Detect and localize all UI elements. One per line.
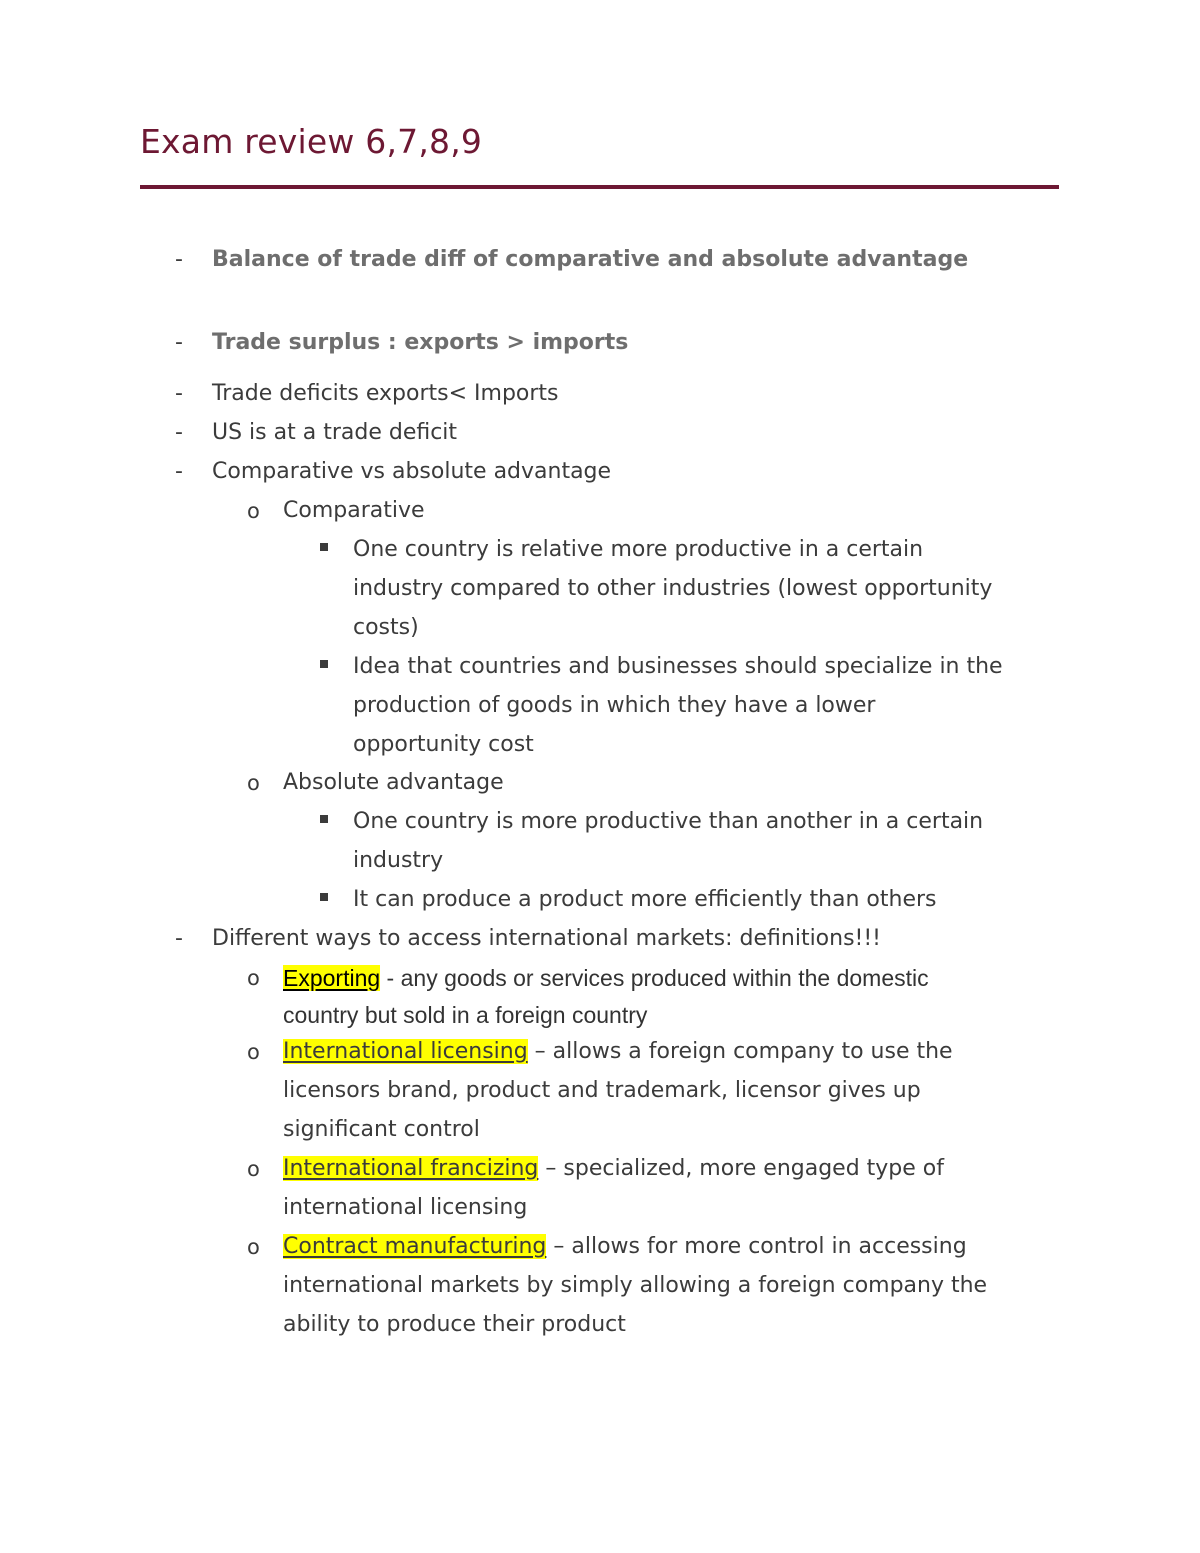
definition-line: significant control — [283, 1117, 480, 1142]
circle-bullet: o — [247, 1040, 260, 1064]
dash-bullet: - — [175, 926, 183, 951]
dash-bullet: - — [175, 247, 183, 272]
circle-bullet: o — [247, 499, 260, 523]
sub-item-comparative: Comparative — [283, 498, 425, 523]
square-bullet-icon — [320, 660, 328, 668]
list-item-balance-of-trade: Balance of trade diff of comparative and absolute advantage — [212, 247, 969, 272]
circle-bullet: o — [247, 771, 260, 795]
definition-text: – specialized, more engaged type of — [538, 1156, 945, 1181]
definition-international-francizing — [283, 1154, 944, 1184]
detail-line: It can produce a product more efficiently than others — [353, 887, 937, 912]
term-international-licensing: International licensing — [283, 1039, 528, 1064]
detail-line: production of goods in which they have a lower — [353, 693, 876, 718]
circle-bullet: o — [247, 966, 260, 990]
page-title: Exam review 6,7,8,9 — [140, 122, 483, 161]
definition-text: – allows for more control in accessing — [546, 1234, 967, 1259]
term-international-francizing: International francizing — [283, 1156, 539, 1181]
definition-exporting — [283, 963, 929, 993]
detail-line: industry compared to other industries (lowest opportunity — [353, 576, 993, 601]
detail-line: opportunity cost — [353, 732, 534, 757]
sub-item-absolute-advantage: Absolute advantage — [283, 770, 504, 795]
list-item-us-deficit: US is at a trade deficit — [212, 420, 458, 445]
list-item-trade-deficits: Trade deficits exports< Imports — [212, 381, 559, 406]
circle-bullet: o — [247, 1235, 260, 1259]
square-bullet-icon — [320, 893, 328, 901]
dash-bullet: - — [175, 459, 183, 484]
term-contract-manufacturing: Contract manufacturing — [283, 1234, 547, 1259]
dash-bullet: - — [175, 420, 183, 445]
term-exporting: Exporting — [283, 965, 381, 991]
circle-bullet: o — [247, 1157, 260, 1181]
list-item-access-markets: Different ways to access international markets: definitions!!! — [212, 926, 882, 951]
detail-line: Idea that countries and businesses should specialize in the — [353, 654, 1003, 679]
detail-line: One country is relative more productive in a certain — [353, 537, 924, 562]
dash-bullet: - — [175, 330, 183, 355]
definition-line: country but sold in a foreign country — [283, 1002, 648, 1028]
definition-text: - any goods or services produced within the domestic — [380, 965, 929, 991]
definition-text: – allows a foreign company to use the — [527, 1039, 953, 1064]
square-bullet-icon — [320, 815, 328, 823]
detail-line: One country is more productive than another in a certain — [353, 809, 984, 834]
definition-line: licensors brand, product and trademark, licensor gives up — [283, 1078, 921, 1103]
title-divider — [140, 185, 1059, 189]
square-bullet-icon — [320, 543, 328, 551]
list-item-trade-surplus: Trade surplus : exports > imports — [212, 330, 629, 355]
definition-line: international licensing — [283, 1195, 528, 1220]
definition-line: international markets by simply allowing a foreign company the — [283, 1273, 988, 1298]
list-item-comparative-vs-absolute: Comparative vs absolute advantage — [212, 459, 612, 484]
detail-line: industry — [353, 848, 444, 873]
definition-line: ability to produce their product — [283, 1312, 626, 1337]
definition-contract-manufacturing — [283, 1232, 967, 1262]
detail-line: costs) — [353, 615, 419, 640]
definition-international-licensing — [283, 1037, 953, 1067]
dash-bullet: - — [175, 381, 183, 406]
